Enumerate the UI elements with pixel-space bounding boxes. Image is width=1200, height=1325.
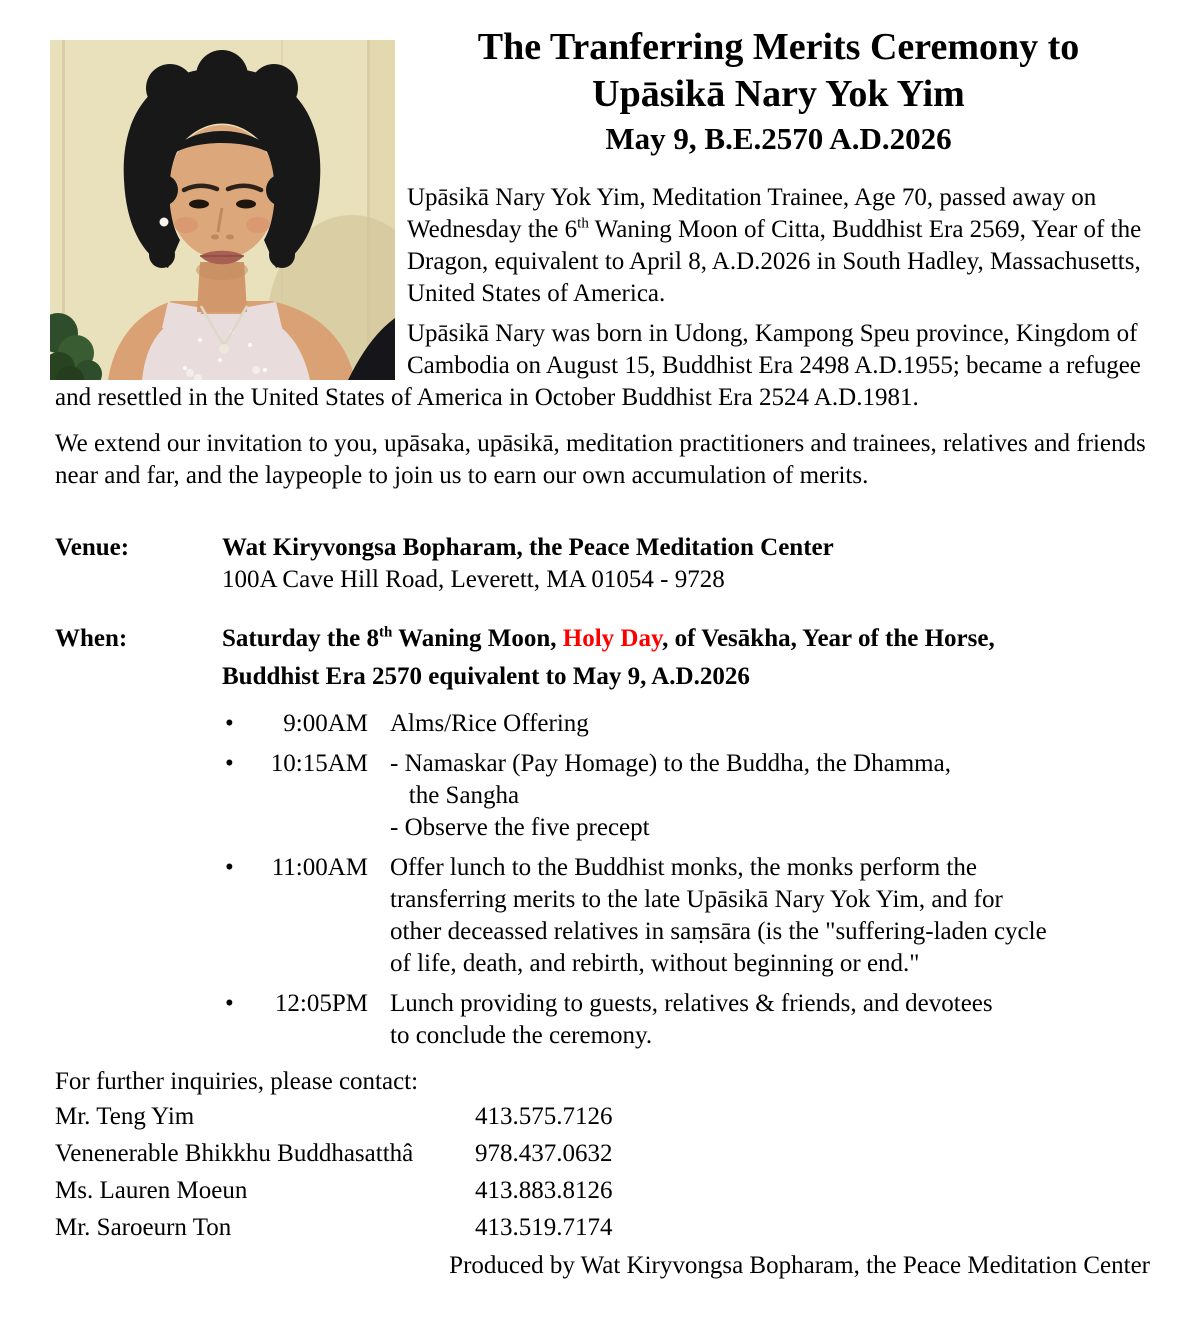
ordinal-suffix: th — [577, 215, 589, 232]
schedule-line: transferring merits to the late Upāsikā Nary Yok Yim, and for — [390, 886, 1003, 913]
venue-section — [55, 532, 1150, 596]
contact-phone: 413.883.8126 — [475, 1177, 613, 1204]
contact-phone: 413.575.7126 — [475, 1103, 613, 1130]
venue-address: 100A Cave Hill Road, Leverett, MA 01054 - 9728 — [222, 566, 725, 593]
schedule-description — [390, 852, 1047, 980]
contact-name: Ms. Lauren Moeun — [55, 1177, 248, 1204]
when-content — [222, 620, 995, 696]
contact-phone: 978.437.0632 — [475, 1140, 613, 1167]
schedule-time: 9:00AM — [283, 710, 368, 737]
schedule-line: to conclude the ceremony. — [390, 1022, 653, 1049]
schedule-line: Offer lunch to the Buddhist monks, the monks perform the — [390, 854, 977, 881]
portrait-photo-graphic — [50, 40, 395, 380]
title-line-1: The Tranferring Merits Ceremony to — [477, 26, 1080, 68]
venue-name: Wat Kiryvongsa Bopharam, the Peace Meditation Center — [222, 534, 834, 561]
schedule-description — [390, 988, 993, 1052]
contact-row — [55, 1172, 1150, 1209]
contact-section — [55, 1066, 1150, 1246]
para1-text-cont: Waning Moon of Citta, Buddhist Era 2569, Year of the Dragon, equivalent to April 8, A.D.2026 in South Hadley, Massachusetts, United States of America. — [407, 216, 1142, 307]
contact-heading: For further inquiries, please contact: — [55, 1068, 419, 1095]
schedule-item — [55, 748, 1150, 844]
contact-name: Mr. Saroeurn Ton — [55, 1214, 232, 1241]
title-line-2: Upāsikā Nary Yok Yim — [592, 73, 965, 115]
contact-row — [55, 1135, 1150, 1172]
bullet-icon: • — [225, 710, 234, 737]
contact-name: Venenerable Bhikkhu Buddhasatthâ — [55, 1140, 414, 1167]
portrait-photo — [50, 40, 395, 380]
schedule-line: - Namaskar (Pay Homage) to the Buddha, the Dhamma, — [390, 750, 951, 777]
para1-text: Upāsikā Nary Yok Yim, Meditation Trainee, Age 70, passed away on Wednesday the 6 — [407, 184, 1097, 243]
bullet-icon: • — [225, 854, 234, 881]
when-label: When: — [55, 625, 128, 652]
when-line-1 — [222, 620, 995, 658]
ordinal-suffix: th — [378, 624, 393, 641]
holy-day-highlight: Holy Day — [562, 625, 663, 652]
when-text: Saturday the 8 — [222, 625, 379, 652]
schedule-line: of life, death, and rebirth, without beginning or end." — [390, 950, 920, 977]
contact-name: Mr. Teng Yim — [55, 1103, 195, 1130]
contact-row — [55, 1209, 1150, 1246]
contact-phone: 413.519.7174 — [475, 1214, 613, 1241]
when-line-2: Buddhist Era 2570 equivalent to May 9, A.D.2026 — [222, 663, 750, 690]
schedule-description — [390, 708, 589, 740]
bullet-icon: • — [225, 750, 234, 777]
schedule-time: 10:15AM — [270, 750, 368, 777]
contact-row — [55, 1098, 1150, 1135]
schedule-time: 12:05PM — [274, 990, 368, 1017]
when-text-post: , of Vesākha, Year of the Horse, — [662, 625, 995, 652]
schedule-description — [390, 748, 951, 844]
schedule-line: - Observe the five precept — [390, 814, 650, 841]
venue-label: Venue: — [55, 534, 130, 561]
title-date-line: May 9, B.E.2570 A.D.2026 — [605, 121, 952, 156]
schedule-item — [55, 852, 1150, 980]
produced-by-footer: Produced by Wat Kiryvongsa Bopharam, the Peace Meditation Center — [449, 1252, 1150, 1279]
venue-content — [222, 532, 834, 596]
schedule-line: other deceassed relatives in saṃsāra (is the "suffering-laden cycle — [390, 918, 1047, 945]
schedule-item — [55, 708, 1150, 740]
schedule-line: Lunch providing to guests, relatives & friends, and devotees — [390, 990, 993, 1017]
invitation-paragraph: We extend our invitation to you, upāsaka, upāsikā, meditation practitioners and trainees, relatives and friends near and far, and the laypeople to join us to earn our own accumulation of merits. — [55, 430, 1146, 489]
obituary-paragraph-2: Upāsikā Nary was born in Udong, Kampong Speu province, Kingdom of Cambodia on August 15, Buddhist Era 2498 A.D.1955; became a refugee and resettled in the United States of America in October Buddhist Era 2524 A.D.1981. — [55, 320, 1141, 411]
when-section — [55, 620, 1150, 696]
bullet-icon: • — [225, 990, 234, 1017]
schedule-line: Alms/Rice Offering — [390, 710, 589, 737]
schedule-line: the Sangha — [390, 782, 520, 809]
schedule-item — [55, 988, 1150, 1052]
schedule-list — [55, 708, 1150, 1052]
when-text-mid: Waning Moon, — [392, 625, 563, 652]
schedule-time: 11:00AM — [271, 854, 368, 881]
